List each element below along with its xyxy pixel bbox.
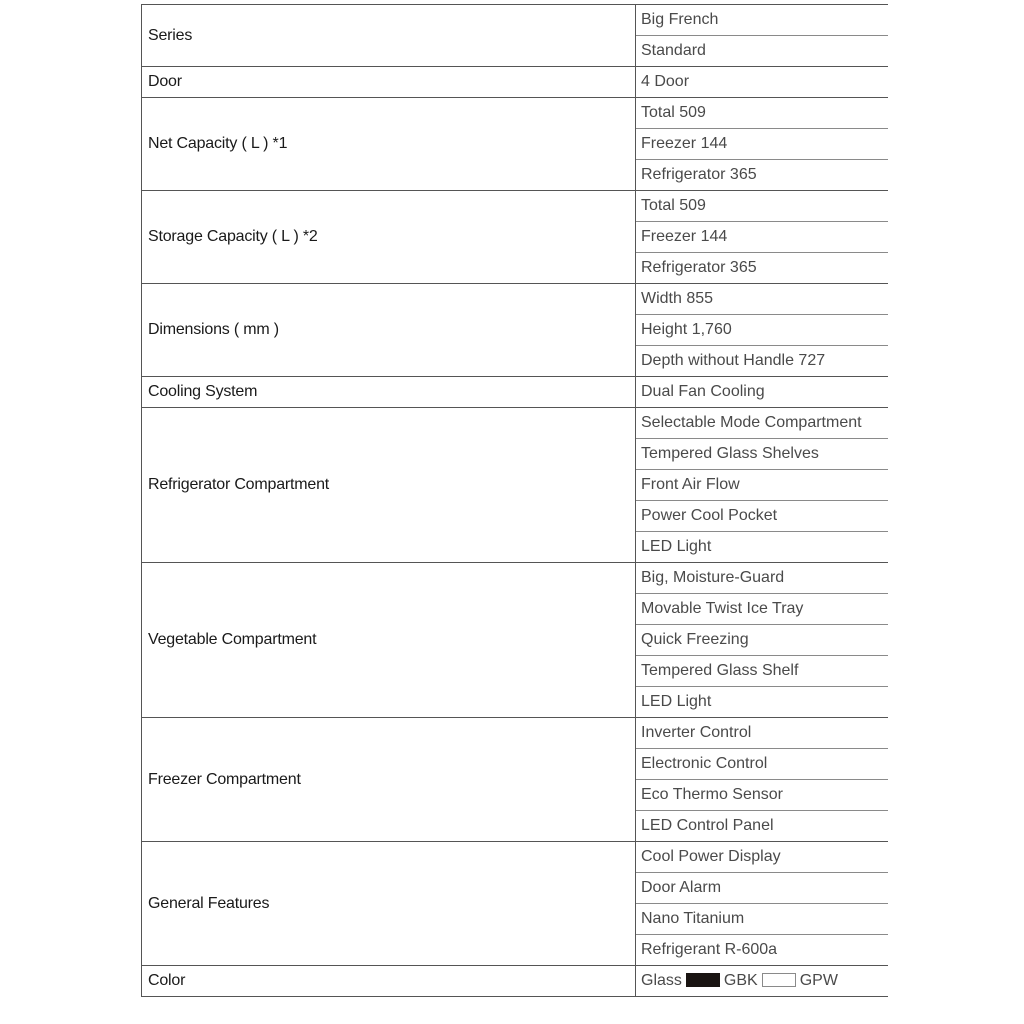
spec-value: LED Control Panel <box>636 811 888 842</box>
gpw-color-swatch <box>762 973 796 987</box>
spec-value: Inverter Control <box>636 718 888 749</box>
color-prefix: Glass <box>641 972 682 989</box>
spec-row-general-features <box>142 842 888 873</box>
spec-row-freezer-compartment <box>142 718 888 749</box>
spec-value: Movable Twist Ice Tray <box>636 594 888 625</box>
spec-value: Selectable Mode Compartment <box>636 408 888 439</box>
spec-row-series <box>142 5 888 36</box>
spec-label: Series <box>142 5 636 67</box>
spec-row-cooling-system <box>142 377 888 408</box>
color-option-gpw: GPW <box>799 972 838 989</box>
spec-value: Depth without Handle 727 <box>636 346 888 377</box>
spec-label: Color <box>142 966 636 997</box>
spec-value: Freezer 144 <box>636 222 888 253</box>
spec-value: Cool Power Display <box>636 842 888 873</box>
spec-label: Net Capacity ( L ) *1 <box>142 98 636 191</box>
spec-label: Refrigerator Compartment <box>142 408 636 563</box>
spec-value: Height 1,760 <box>636 315 888 346</box>
spec-row-door <box>142 67 888 98</box>
spec-value: Quick Freezing <box>636 625 888 656</box>
spec-label: Door <box>142 67 636 98</box>
spec-table-body <box>142 5 888 997</box>
spec-value: Total 509 <box>636 191 888 222</box>
color-options <box>636 966 888 997</box>
spec-label: Cooling System <box>142 377 636 408</box>
spec-value: Big, Moisture-Guard <box>636 563 888 594</box>
spec-value: Eco Thermo Sensor <box>636 780 888 811</box>
spec-value: Refrigerator 365 <box>636 160 888 191</box>
spec-value: 4 Door <box>636 67 888 98</box>
gbk-color-swatch <box>686 973 720 987</box>
spec-label: Storage Capacity ( L ) *2 <box>142 191 636 284</box>
spec-value: Door Alarm <box>636 873 888 904</box>
spec-row-net-capacity-l-1 <box>142 98 888 129</box>
spec-row-storage-capacity-l-2 <box>142 191 888 222</box>
spec-value: Big French <box>636 5 888 36</box>
spec-value: Refrigerator 365 <box>636 253 888 284</box>
spec-value: Freezer 144 <box>636 129 888 160</box>
spec-row-color <box>142 966 888 997</box>
spec-label: General Features <box>142 842 636 966</box>
spec-value: LED Light <box>636 687 888 718</box>
spec-row-refrigerator-compartment <box>142 408 888 439</box>
spec-row-vegetable-compartment <box>142 563 888 594</box>
spec-value: Standard <box>636 36 888 67</box>
spec-value: Nano Titanium <box>636 904 888 935</box>
spec-label: Freezer Compartment <box>142 718 636 842</box>
spec-value: Electronic Control <box>636 749 888 780</box>
spec-value: Total 509 <box>636 98 888 129</box>
spec-value: Refrigerant R-600a <box>636 935 888 966</box>
spec-value: Tempered Glass Shelf <box>636 656 888 687</box>
color-option-gbk: GBK <box>723 972 758 989</box>
spec-row-dimensions-mm <box>142 284 888 315</box>
spec-value: Width 855 <box>636 284 888 315</box>
spec-label: Vegetable Compartment <box>142 563 636 718</box>
spec-value: Tempered Glass Shelves <box>636 439 888 470</box>
spec-value: LED Light <box>636 532 888 563</box>
spec-value: Dual Fan Cooling <box>636 377 888 408</box>
spec-value: Front Air Flow <box>636 470 888 501</box>
spec-value: Power Cool Pocket <box>636 501 888 532</box>
spec-table <box>141 4 888 997</box>
spec-label: Dimensions ( mm ) <box>142 284 636 377</box>
